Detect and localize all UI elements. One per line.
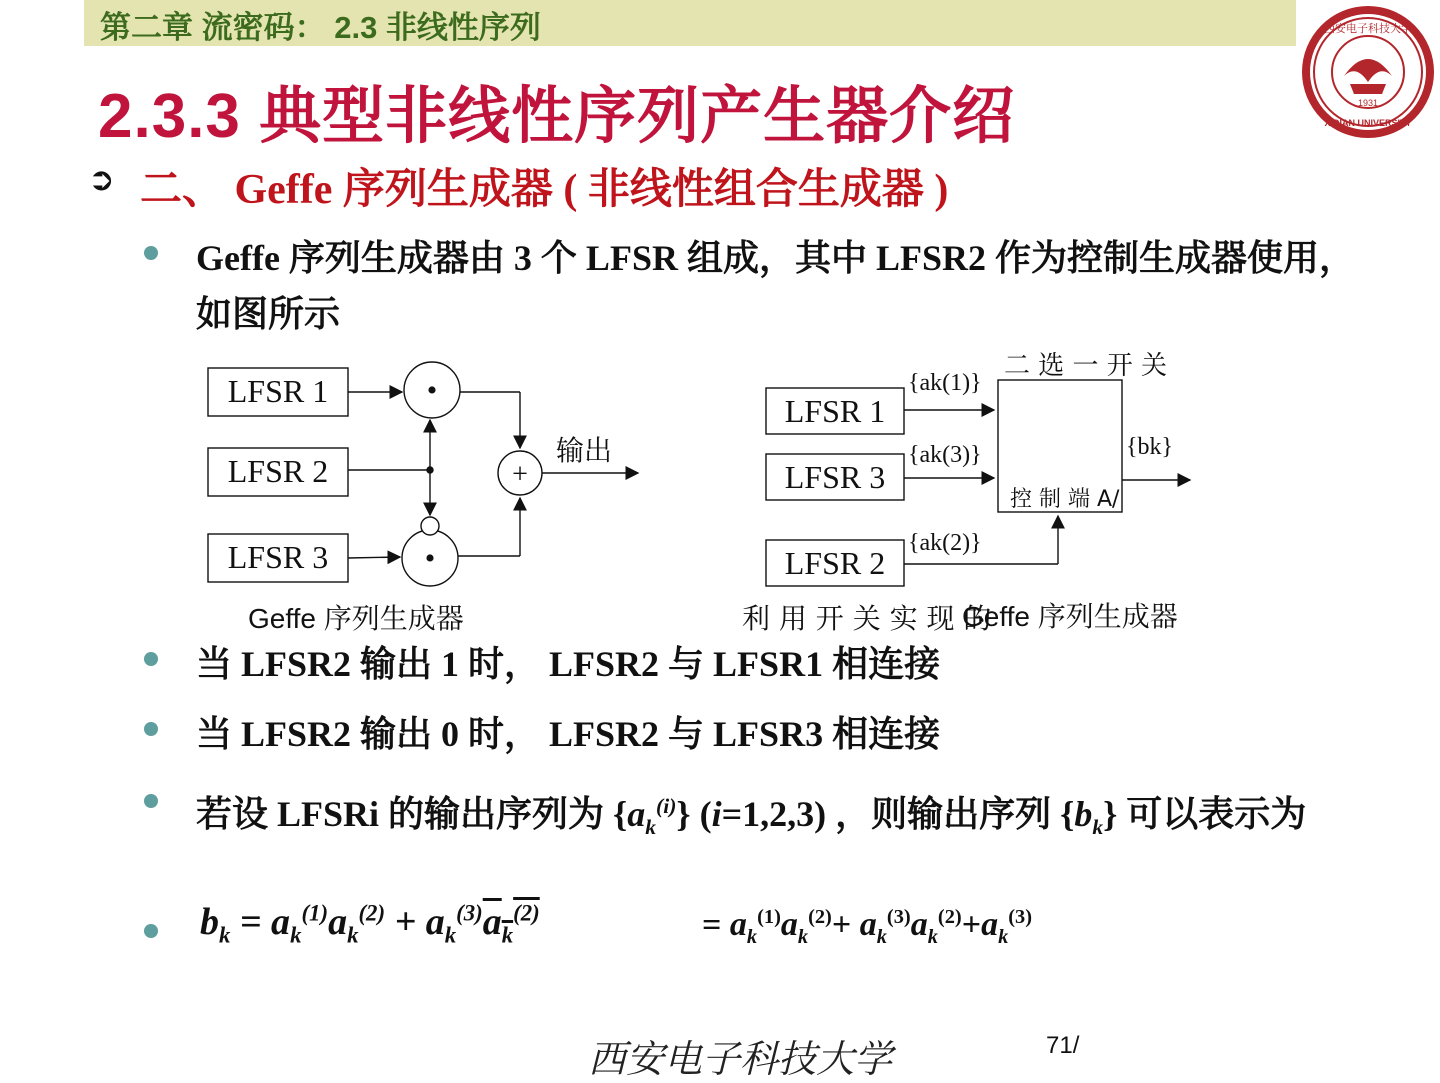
svg-text:{bk}: {bk} bbox=[1126, 434, 1174, 460]
footer-university: 西安电子科技大学 bbox=[588, 1037, 893, 1081]
page-title: 2.3.3 典型非线性序列产生器介绍 bbox=[98, 82, 1016, 151]
svg-text:输出: 输出 bbox=[556, 434, 613, 467]
bullet-dot bbox=[144, 722, 158, 736]
svg-text:二 选 一 开 关: 二 选 一 开 关 bbox=[1004, 351, 1168, 381]
svg-text:+: + bbox=[512, 459, 528, 490]
bullet-dot bbox=[144, 924, 158, 938]
svg-text:XIDIAN UNIVERSITY: XIDIAN UNIVERSITY bbox=[1324, 118, 1412, 128]
chapter-header: 第二章 流密码： 2.3 非线性序列 bbox=[100, 10, 541, 45]
geffe-diagram bbox=[190, 340, 1220, 640]
bullet-text-4: 若设 LFSRi 的输出序列为 $\{a_k^{(i)}\}$ (i=1,2,3) ，则输出序列 $\{b_k\}$ 可以表示为 bbox=[196, 794, 1307, 840]
svg-text:Geffe 序列生成器: Geffe 序列生成器 bbox=[962, 601, 1178, 632]
bullet-text-3: 当 LFSR2 输出 0 时， LFSR2 与 LFSR3 相连接 bbox=[196, 714, 941, 754]
university-logo bbox=[1300, 2, 1436, 142]
svg-text:{ak(1)}: {ak(1)} bbox=[908, 370, 982, 396]
svg-text:Geffe 序列生成器: Geffe 序列生成器 bbox=[248, 603, 464, 634]
svg-text:{ak(3)}: {ak(3)} bbox=[908, 442, 982, 468]
svg-text:LFSR 2: LFSR 2 bbox=[227, 453, 329, 489]
page-number: 71/ bbox=[1046, 1032, 1080, 1059]
formula-lhs: $b_k = a_k^{(1)}a_k^{(2)} + a_k^{(3)}a_k^{(2)}$ bbox=[200, 900, 540, 948]
section-title: 二、 Geffe 序列生成器 ( 非线性组合生成器 ) bbox=[140, 167, 949, 213]
svg-text:西安电子科技大学: 西安电子科技大学 bbox=[1324, 22, 1412, 35]
svg-text:{ak(2)}: {ak(2)} bbox=[908, 530, 982, 556]
bullet-dot bbox=[144, 652, 158, 666]
svg-text:1931: 1931 bbox=[1357, 98, 1379, 108]
bullet-dot bbox=[144, 794, 158, 808]
svg-text:•: • bbox=[424, 542, 436, 575]
bullet-dot bbox=[144, 246, 158, 260]
svg-text:LFSR 1: LFSR 1 bbox=[784, 393, 886, 429]
bullet-text-1: Geffe 序列生成器由 3 个 LFSR 组成，其中 LFSR2 作为控制生成器使用，如图所示 bbox=[196, 238, 1355, 334]
svg-text:LFSR 3: LFSR 3 bbox=[227, 539, 329, 575]
bullet-text-2: 当 LFSR2 输出 1 时， LFSR2 与 LFSR1 相连接 bbox=[196, 644, 941, 684]
formula-rhs: = $a_k^{(1)}a_k^{(2)}+ a_k^{(3)}a_k^{(2)}+a_k^{(3)}$ bbox=[702, 906, 1033, 949]
svg-text:LFSR 2: LFSR 2 bbox=[784, 545, 886, 581]
svg-text:利 用 开 关 实 现 的: 利 用 开 关 实 现 的 bbox=[742, 602, 992, 635]
svg-text:•: • bbox=[426, 374, 438, 407]
svg-text:控 制 端 A/: 控 制 端 A/ bbox=[1010, 487, 1120, 512]
arrow-bullet-icon: ➲ bbox=[88, 160, 115, 198]
svg-text:LFSR 3: LFSR 3 bbox=[784, 459, 886, 495]
svg-text:LFSR 1: LFSR 1 bbox=[227, 373, 329, 409]
inverter-circle bbox=[421, 517, 439, 535]
